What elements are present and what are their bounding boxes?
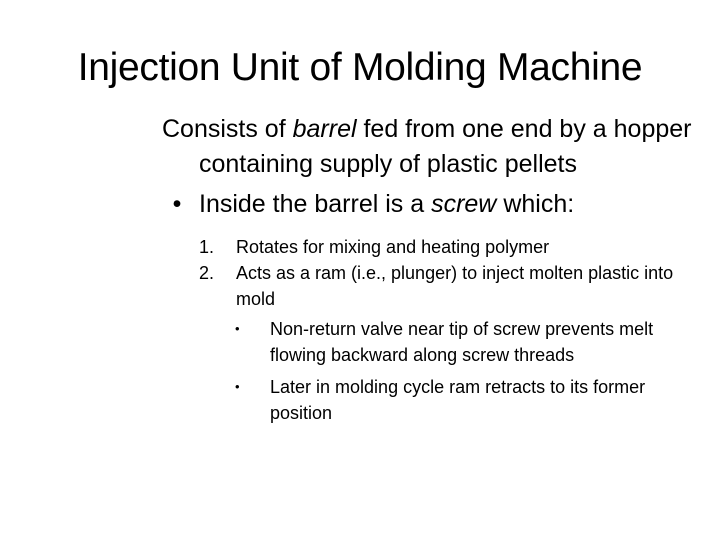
lead-text-1: Consists of xyxy=(162,115,293,143)
sub-bullet-marker: • xyxy=(235,379,240,394)
sub-bullet-text: Later in molding cycle ram retracts to its former position xyxy=(270,377,646,423)
numbered-list xyxy=(162,234,702,426)
sub-bullet-text: Non‑return valve near tip of screw prevents melt flowing backward along screw threads xyxy=(270,319,654,365)
sub-bullet-item xyxy=(199,316,702,368)
numbered-marker: 2. xyxy=(199,263,215,283)
bullet-marker: • xyxy=(172,190,182,218)
numbered-text: Rotates for mixing and heating polymer xyxy=(236,237,550,257)
lead-paragraph xyxy=(162,112,702,182)
slide-body xyxy=(162,112,702,426)
bullet-text-2: which: xyxy=(496,190,575,218)
sub-bullet-list xyxy=(199,316,702,426)
sub-bullet-marker: • xyxy=(235,321,240,336)
sub-bullet-item xyxy=(199,374,702,426)
numbered-text: Acts as a ram (i.e., plunger) to inject molten plastic into mold xyxy=(236,263,674,309)
bullet-italic-screw: screw xyxy=(431,190,497,218)
lead-text-2: fed from one end by a hopper containing supply of plastic pellets xyxy=(199,115,692,178)
numbered-item xyxy=(199,234,702,260)
bullet-text-1: Inside the barrel is a xyxy=(199,190,432,218)
slide-title: Injection Unit of Molding Machine xyxy=(77,46,643,89)
numbered-item xyxy=(199,260,702,312)
bullet-item xyxy=(162,187,702,222)
lead-italic-barrel: barrel xyxy=(292,115,357,143)
numbered-marker: 1. xyxy=(199,237,215,257)
